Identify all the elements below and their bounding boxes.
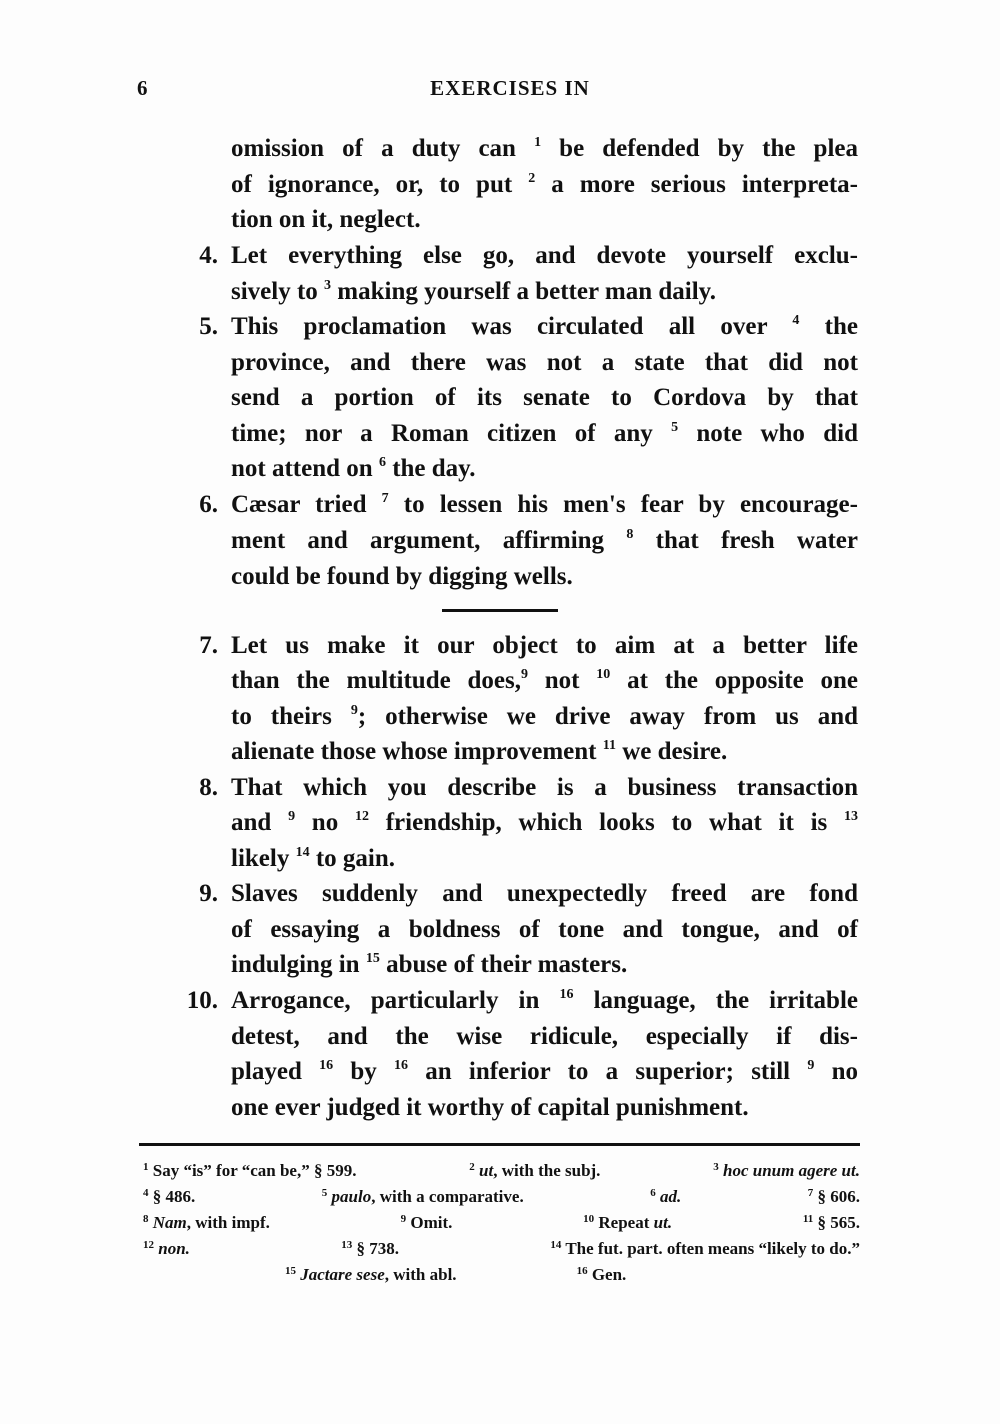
footnote-ref: 16 (393, 1058, 408, 1073)
italic-text: hoc unum agere ut. (718, 1161, 860, 1180)
text-run: tion on it, neglect. (231, 206, 421, 233)
footnote (143, 1238, 190, 1262)
text-line (231, 277, 858, 311)
footnote-ref: 11 (802, 1213, 814, 1225)
text-run: than the multitude does, (231, 667, 521, 694)
running-title: EXERCISES IN (430, 76, 590, 100)
footnote (650, 1186, 681, 1210)
text-line (231, 915, 858, 945)
footnote (550, 1238, 860, 1262)
text-run: , with abl. (384, 1265, 457, 1284)
footnote (143, 1186, 195, 1210)
text-line (231, 562, 858, 592)
exercise-number: 4. (199, 242, 218, 269)
text-run: omission of a duty can (231, 135, 535, 162)
text-run: ; otherwise we drive away from us and (357, 703, 859, 730)
text-run: by (333, 1058, 394, 1085)
footnote-ref: 3 (713, 1161, 719, 1173)
text-run: making yourself a better man daily. (331, 278, 717, 305)
footnote-ref: 3 (324, 278, 332, 293)
footnote-ref: 15 (365, 951, 380, 966)
footnote-ref: 12 (143, 1239, 154, 1251)
text-run: the (799, 313, 859, 340)
text-run: Gen. (587, 1265, 627, 1284)
text-run: of ignorance, or, to put (231, 171, 529, 198)
text-run: Repeat (594, 1213, 654, 1232)
text-run: Slaves suddenly and unexpectedly freed are fond (231, 880, 858, 907)
italic-text: ut. (653, 1213, 673, 1232)
text-run: , with a comparative. (371, 1187, 524, 1206)
footnote-ref: 14 (295, 845, 310, 860)
footnote-ref: 7 (381, 491, 389, 506)
text-run: language, the irritable (573, 987, 858, 1014)
text-run: The fut. part. often means “likely to do.” (561, 1239, 860, 1258)
italic-text: ut (474, 1161, 494, 1180)
footnote-ref: 10 (596, 667, 611, 682)
text-line (231, 737, 858, 771)
text-run: send a portion of its senate to Cordova by that (231, 384, 858, 411)
footnote (469, 1160, 600, 1184)
text-line (231, 702, 858, 736)
text-line (231, 1057, 858, 1091)
footnote-ref: 11 (602, 738, 616, 753)
text-line (231, 808, 858, 842)
text-line (231, 631, 858, 661)
footnote-ref: 6 (378, 455, 386, 470)
footnote-ref: 4 (792, 313, 800, 328)
text-run: § 738. (352, 1239, 400, 1258)
footnote (583, 1212, 672, 1236)
page-number: 6 (137, 76, 148, 100)
footnote (401, 1212, 453, 1236)
text-run: Let everything else go, and devote yourself exclu- (231, 242, 858, 269)
text-run: likely (231, 845, 296, 872)
text-run: the day. (385, 455, 476, 482)
text-run: alienate those whose improvement (231, 738, 603, 765)
text-run: Cæsar tried (231, 491, 382, 518)
text-run: a more serious interpreta- (535, 171, 858, 198)
exercise-number: 7. (199, 632, 218, 659)
text-line (231, 666, 858, 700)
footnote (143, 1212, 270, 1236)
text-line (231, 205, 858, 235)
footnote-ref: 9 (520, 667, 528, 682)
footnote-row (143, 1238, 860, 1262)
footnote-ref: 1 (143, 1161, 149, 1173)
text-run: note who did (678, 420, 858, 447)
footnote-ref: 12 (354, 809, 369, 824)
text-run: This proclamation was circulated all over (231, 313, 793, 340)
text-run: not (527, 667, 597, 694)
text-run: Say “is” for “can be,” § 599. (148, 1161, 357, 1180)
text-run: abuse of their masters. (379, 951, 628, 978)
footnote (322, 1186, 524, 1210)
text-line (231, 526, 858, 560)
footnote-ref: 6 (650, 1187, 656, 1199)
footnote (577, 1264, 627, 1288)
text-line (231, 879, 858, 909)
italic-text: paulo (327, 1187, 372, 1206)
text-run: and (231, 809, 289, 836)
footnote-row (143, 1212, 860, 1236)
footnote-ref: 13 (844, 809, 858, 824)
text-run: to lessen his men's fear by encourage- (388, 491, 858, 518)
footnote-ref: 14 (550, 1239, 562, 1251)
footnote (808, 1186, 860, 1210)
text-run: Omit. (406, 1213, 453, 1232)
text-run: we desire. (615, 738, 728, 765)
text-run: ment and argument, affirming (231, 527, 627, 554)
text-run: indulging in (231, 951, 366, 978)
text-run: an inferior to a superior; still (407, 1058, 808, 1085)
footnote (713, 1160, 860, 1184)
text-run: could be found by digging wells. (231, 563, 573, 590)
footnote-ref: 9 (288, 809, 296, 824)
text-run: Let us make it our object to aim at a better life (231, 632, 858, 659)
text-line (231, 170, 858, 204)
italic-text: Nam (148, 1213, 187, 1232)
exercise-number: 8. (199, 774, 218, 801)
text-run: to theirs (231, 703, 351, 730)
footnote (285, 1264, 457, 1288)
footnote-ref: 16 (319, 1058, 334, 1073)
footnote-row (143, 1186, 860, 1210)
footnote-ref: 7 (807, 1187, 814, 1199)
footnote-ref: 1 (534, 135, 542, 150)
text-run: that fresh water (633, 527, 858, 554)
text-run: , with the subj. (493, 1161, 601, 1180)
footnote (341, 1238, 399, 1262)
text-run: to gain. (309, 845, 396, 872)
exercise-number: 5. (199, 313, 218, 340)
footnote-ref: 13 (341, 1239, 353, 1251)
text-run: of essaying a boldness of tone and tongue, and of (231, 916, 858, 943)
footnote-divider (139, 1143, 860, 1146)
footnote-ref: 8 (626, 527, 634, 542)
text-run: § 486. (148, 1187, 196, 1206)
footnote (143, 1160, 356, 1184)
exercise-number: 9. (199, 880, 218, 907)
text-line (231, 1093, 858, 1123)
footnote-ref: 5 (321, 1187, 328, 1199)
footnote (803, 1212, 860, 1236)
text-run: § 606. (813, 1187, 860, 1206)
italic-text: Jactare sese (296, 1265, 385, 1284)
text-line (231, 312, 858, 346)
footnote-ref: 8 (143, 1213, 149, 1225)
text-line (231, 454, 858, 488)
text-line (231, 490, 858, 524)
text-line (231, 1022, 858, 1052)
text-run: § 565. (813, 1213, 860, 1232)
footnote-row (285, 1264, 626, 1288)
text-line (231, 986, 858, 1020)
footnote-ref: 5 (671, 420, 679, 435)
text-run: That which you describe is a business transaction (231, 774, 858, 801)
text-run: province, and there was not a state that did not (231, 349, 858, 376)
text-run: not attend on (231, 455, 379, 482)
italic-text: non. (154, 1239, 190, 1258)
text-line (231, 134, 858, 168)
italic-text: ad. (655, 1187, 682, 1206)
text-line (231, 773, 858, 803)
footnote-ref: 16 (559, 987, 574, 1002)
section-divider (442, 609, 558, 612)
footnote-ref: 9 (400, 1213, 407, 1225)
exercise-number: 6. (199, 491, 218, 518)
footnote-ref: 15 (285, 1265, 296, 1277)
text-run: be defended by the plea (541, 135, 858, 162)
text-line (231, 241, 858, 271)
text-run: , with impf. (186, 1213, 270, 1232)
footnote-ref: 9 (350, 703, 358, 718)
text-run: no (814, 1058, 858, 1085)
text-run: at the opposite one (610, 667, 858, 694)
footnote-ref: 2 (528, 171, 536, 186)
footnote-ref: 2 (469, 1161, 475, 1173)
text-line (231, 950, 858, 984)
text-run: friendship, which looks to what it is (368, 809, 844, 836)
text-run: Arrogance, particularly in (231, 987, 560, 1014)
text-run: sively to (231, 278, 325, 305)
footnote-ref: 9 (807, 1058, 815, 1073)
footnote-ref: 4 (143, 1187, 149, 1199)
text-run: played (231, 1058, 320, 1085)
footnote-ref: 16 (576, 1265, 588, 1277)
text-run: no (295, 809, 355, 836)
text-run: one ever judged it worthy of capital punishment. (231, 1094, 749, 1121)
text-line (231, 383, 858, 413)
text-line (231, 419, 858, 453)
text-line (231, 348, 858, 378)
text-line (231, 844, 858, 878)
footnote-ref: 10 (583, 1213, 595, 1225)
text-run: detest, and the wise ridicule, especially if dis- (231, 1023, 858, 1050)
footnote-row (143, 1160, 860, 1184)
text-run: time; nor a Roman citizen of any (231, 420, 672, 447)
exercise-number: 10. (186, 987, 218, 1014)
